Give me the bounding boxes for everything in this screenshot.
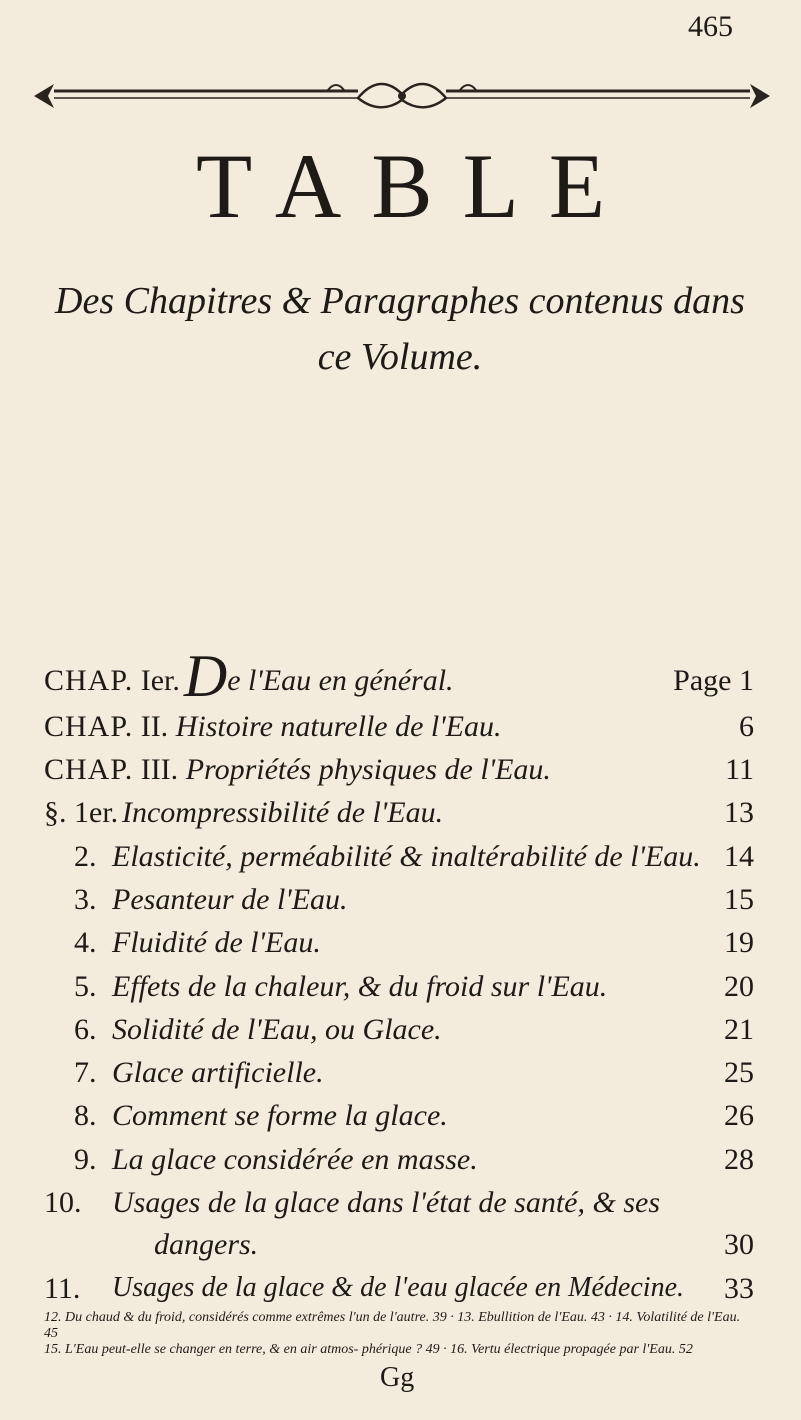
chapter-label-2: CHAP. II. Histoire naturelle de l'Eau. [44, 710, 502, 743]
section-title: Usages de la glace dans l'état de santé, & ses [112, 1186, 660, 1219]
section-page: 33 [724, 1272, 754, 1305]
drop-initial: D [183, 643, 228, 709]
section-page: 25 [724, 1056, 754, 1089]
section-page: 26 [724, 1099, 754, 1132]
section-title: Solidité de l'Eau, ou Glace. [112, 1013, 442, 1046]
page-number: 465 [688, 10, 733, 43]
chapter-label-1: CHAP. Ier.De l'Eau en général. [44, 643, 454, 709]
section-title: Effets de la chaleur, & du froid sur l'Eau. [112, 970, 608, 1003]
chapter-label-3: CHAP. III. Propriétés physiques de l'Eau. [44, 753, 551, 786]
toc-section: 15. L'Eau peut-elle se changer en terre, & en air atmos- phérique ? 49 · 16. Vertu électrique propagée par l'Eau. 52 [44, 1342, 693, 1357]
section-number: 3. [74, 883, 97, 916]
section-page: 20 [724, 970, 754, 1003]
section-page: 28 [724, 1143, 754, 1176]
section-number: 6. [74, 1013, 97, 1046]
section-title: Elasticité, perméabilité & inaltérabilité de l'Eau. [112, 840, 701, 873]
section-title: Pesanteur de l'Eau. [112, 883, 348, 916]
section-page: 15 [724, 883, 754, 916]
section-number: 5. [74, 970, 97, 1003]
section-page: 13 [724, 796, 754, 829]
section-number: 11. [44, 1272, 81, 1305]
chapter-page-2: 6 [739, 710, 754, 743]
section-title-cont: dangers. [154, 1228, 259, 1261]
section-title: Glace artificielle. [112, 1056, 324, 1089]
chapter-page-3: 11 [725, 753, 754, 786]
section-number: 10. [44, 1186, 82, 1219]
chapter-page-1: Page 1 [673, 664, 754, 697]
section-number: 8. [74, 1099, 97, 1132]
section-title: Incompressibilité de l'Eau. [122, 796, 444, 829]
section-number: §. 1er. [44, 796, 119, 829]
toc-continued [44, 1310, 754, 1360]
section-title: Fluidité de l'Eau. [112, 926, 321, 959]
section-number: 7. [74, 1056, 97, 1089]
section-page: 14 [724, 840, 754, 873]
section-number: 4. [74, 926, 97, 959]
section-title: Usages de la glace & de l'eau glacée en Médecine. [112, 1272, 684, 1303]
toc-section: 12. Du chaud & du froid, considérés comme extrêmes l'un de l'autre. 39 · 13. Ebullition de l'Eau. 43 · 14. Volatilité de l'Eau. 45 [44, 1310, 741, 1341]
section-number: 9. [74, 1143, 97, 1176]
section-number: 2. [74, 840, 97, 873]
subtitle: Des Chapitres & Paragraphes contenus dans ce Volume. [55, 280, 745, 378]
section-title: Comment se forme la glace. [112, 1099, 448, 1132]
section-page: 30 [724, 1228, 754, 1261]
ornamental-rule [28, 76, 776, 116]
signature-mark: Gg [380, 1362, 415, 1393]
section-page: 21 [724, 1013, 754, 1046]
section-title: La glace considérée en masse. [112, 1143, 478, 1176]
section-page: 19 [724, 926, 754, 959]
page-title: TABLE [195, 135, 636, 237]
